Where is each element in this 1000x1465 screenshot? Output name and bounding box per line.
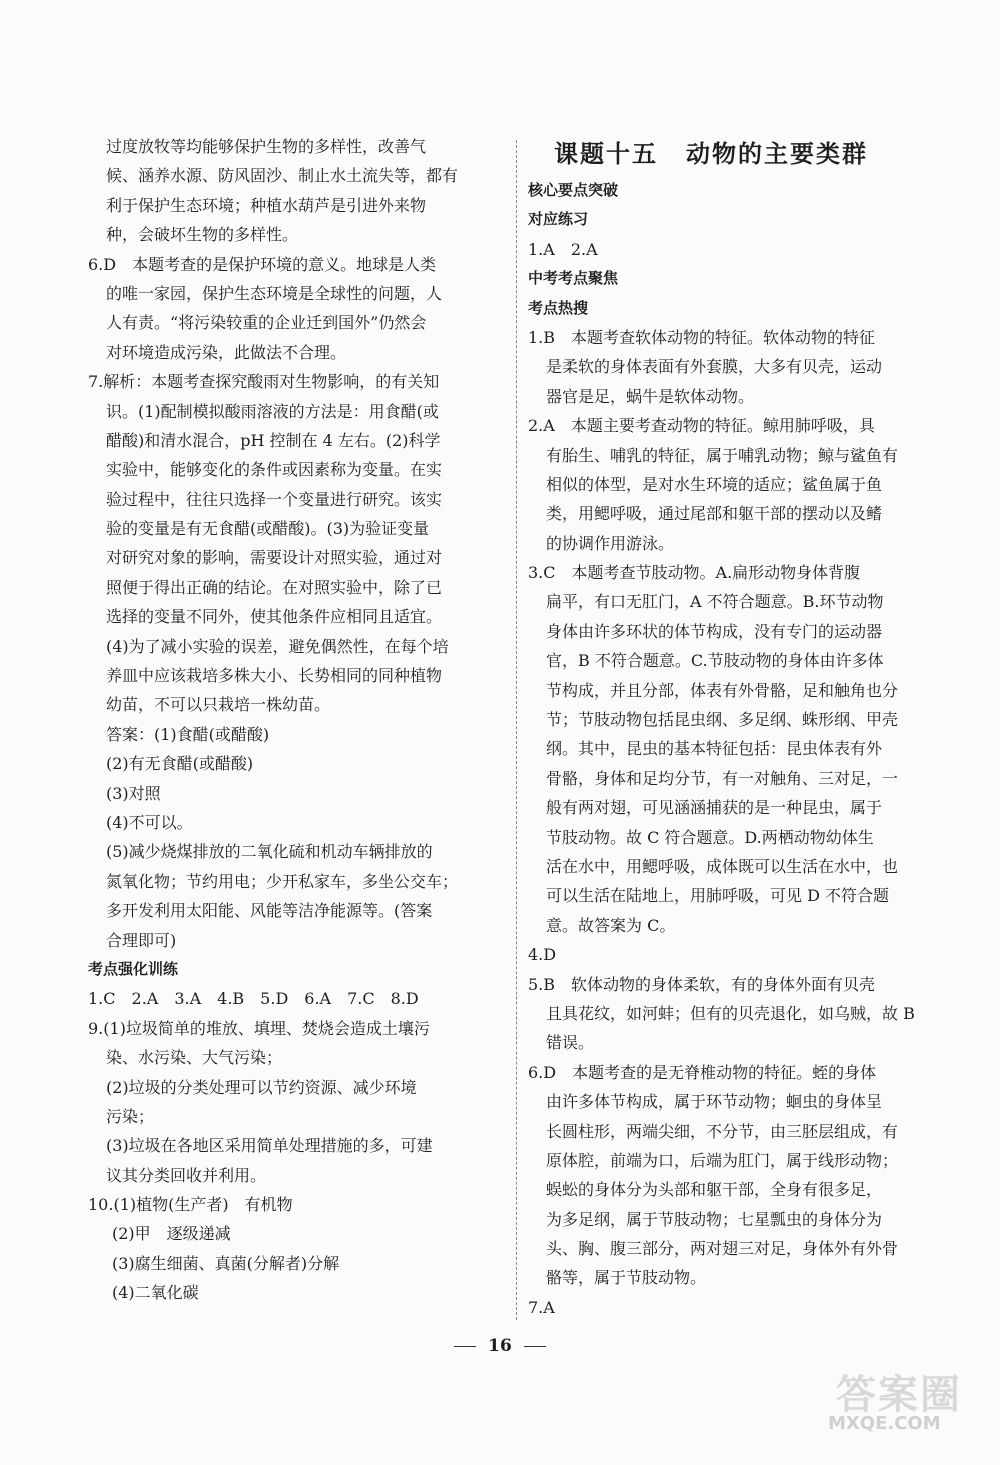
text-line: 污染； bbox=[106, 1106, 155, 1126]
text-line: 长圆柱形，两端尖细，不分节，由三胚层组成，有 bbox=[546, 1121, 899, 1141]
text-line: 醋酸)和清水混合，pH 控制在 4 左右。(2)科学 bbox=[106, 430, 441, 450]
lesson-title bbox=[528, 132, 940, 176]
text-line: 活在水中，用鳃呼吸，成体既可以生活在水中，也 bbox=[546, 856, 899, 876]
text-line: (4)二氧化碳 bbox=[112, 1283, 199, 1303]
text-line: 且具花纹，如河蚌；但有的贝壳退化，如乌贼，故 B bbox=[546, 1003, 915, 1023]
section-heading: 核心要点突破 bbox=[528, 181, 619, 199]
answer-2: 2.A 本题主要考查动物的特征。鲸用肺呼吸，具 bbox=[528, 416, 875, 436]
text-line: 原体腔，前端为口，后端为肛门，属于线形动物； bbox=[546, 1150, 899, 1170]
text-line: 候、涵养水源、防风固沙、制止水土流失等，都有 bbox=[106, 166, 459, 186]
answer-1: 1.B 本题考查软体动物的特征。软体动物的特征 bbox=[528, 327, 876, 347]
text-line: (2)甲 逐级递减 bbox=[112, 1224, 231, 1244]
text-line: 头、胸、腹三部分，两对翅三对足，身体外有外骨 bbox=[546, 1239, 899, 1259]
text-line: 验的变量是有无食醋(或醋酸)。(3)为验证变量 bbox=[106, 519, 430, 539]
section-heading: 对应练习 bbox=[528, 210, 589, 229]
text-line: (2)有无食醋(或醋酸) bbox=[106, 754, 254, 774]
column-divider bbox=[516, 140, 517, 1320]
text-line: 骼等，属于节肢动物。 bbox=[546, 1268, 707, 1288]
text-line: (3)腐生细菌、真菌(分解者)分解 bbox=[112, 1253, 340, 1273]
text-line: 可以生活在陆地上，用肺呼吸，可见 D 不符合题 bbox=[546, 886, 890, 906]
text-line: 相似的体型，是对水生环境的适应；鲨鱼属于鱼 bbox=[546, 474, 883, 494]
text-line: 是柔软的身体表面有外套膜，大多有贝壳，运动 bbox=[546, 357, 883, 377]
text-line: 的唯一家园，保护生态环境是全球性的问题，人 bbox=[106, 283, 443, 303]
answer-3: 3.C 本题考查节肢动物。A.扁形动物身体背腹 bbox=[528, 563, 861, 583]
text-line: 节肢动物。故 C 符合题意。D.两栖动物幼体生 bbox=[546, 827, 874, 847]
answer-4: 4.D bbox=[528, 945, 557, 965]
text-line: 般有两对翅，可见涵涵捕获的是一种昆虫，属于 bbox=[546, 798, 883, 818]
text-line: 氮氧化物；节约用电；少开私家车，多坐公交车； bbox=[106, 871, 459, 891]
text-line: 对环境造成污染，此做法不合理。 bbox=[106, 342, 347, 362]
text-line: 有胎生、哺乳的特征，属于哺乳动物；鲸与鲨鱼有 bbox=[546, 445, 899, 465]
text-line: 骨骼，身体和足均分节，有一对触角、三对足，一 bbox=[546, 768, 899, 788]
text-line: 人有责。“将污染较重的企业迁到国外”仍然会 bbox=[106, 313, 427, 333]
text-line: 官，B 不符合题意。C.节肢动物的身体由许多体 bbox=[546, 651, 884, 671]
watermark-url: MXQE.COM bbox=[828, 1413, 941, 1434]
text-line: 由许多体节构成，属于环节动物；蛔虫的身体呈 bbox=[546, 1092, 883, 1112]
text-line: 扁平，有口无肛门，A 不符合题意。B.环节动物 bbox=[546, 592, 884, 612]
text-line: 种，会破坏生物的多样性。 bbox=[106, 225, 299, 245]
text-line: 多开发利用太阳能、风能等洁净能源等。(答案 bbox=[106, 901, 433, 921]
answer-7: 7.A bbox=[528, 1297, 555, 1317]
text-line: 过度放牧等均能够保护生物的多样性，改善气 bbox=[106, 137, 427, 156]
answer-9: 9.(1)垃圾简单的堆放、填埋、焚烧会造成土壤污 bbox=[88, 1018, 430, 1038]
text-line: 养皿中应该栽培多株大小、长势相同的同种植物 bbox=[106, 666, 443, 686]
lesson-topic: 动物的主要类群 bbox=[686, 139, 868, 168]
answer-list: 1.A 2.A bbox=[528, 239, 598, 259]
watermark-cn: 答案圈 bbox=[836, 1372, 962, 1418]
text-line: 节构成，并且分部，体表有外骨骼，足和触角也分 bbox=[546, 680, 899, 700]
text-line: (3)对照 bbox=[106, 783, 161, 803]
text-line: (4)不可以。 bbox=[106, 812, 193, 832]
text-line: 错误。 bbox=[546, 1033, 595, 1053]
text-line: 身体由许多环状的体节构成，没有专门的运动器 bbox=[546, 621, 883, 641]
left-column bbox=[88, 132, 506, 1308]
text-line: 器官是足，蜗牛是软体动物。 bbox=[546, 386, 755, 406]
watermark-logo bbox=[822, 1363, 982, 1443]
text-line: 染、水污染、大气污染； bbox=[106, 1048, 283, 1068]
text-line: 照便于得出正确的结论。在对照实验中，除了已 bbox=[106, 577, 443, 597]
text-line: 识。(1)配制模拟酸雨溶液的方法是：用食醋(或 bbox=[106, 401, 439, 421]
text-line: 意。故答案为 C。 bbox=[546, 915, 676, 935]
answer-list: 1.C 2.A 3.A 4.B 5.D 6.A 7.C 8.D bbox=[88, 989, 419, 1009]
page-footer bbox=[0, 1336, 1000, 1356]
text-line: 类，用鳃呼吸，通过尾部和躯干部的摆动以及鳍 bbox=[546, 504, 883, 524]
text-line: 实验中，能够变化的条件或因素称为变量。在实 bbox=[106, 460, 443, 480]
section-heading: 中考考点聚焦 bbox=[528, 269, 619, 288]
text-line: 对研究对象的影响，需要设计对照实验，通过对 bbox=[106, 548, 443, 568]
answer-7: 7.解析：本题考查探究酸雨对生物影响，的有关知 bbox=[88, 372, 440, 392]
page-number: 16 bbox=[488, 1336, 512, 1356]
text-line: 利于保护生态环境；种植水葫芦是引进外来物 bbox=[106, 195, 427, 215]
section-heading: 考点强化训练 bbox=[88, 959, 179, 978]
text-line: 蜈蚣的身体分为头部和躯干部，全身有很多足， bbox=[546, 1180, 883, 1200]
text-line: 验过程中，往往只选择一个变量进行研究。该实 bbox=[106, 489, 443, 509]
text-line: (3)垃圾在各地区采用简单处理措施的多，可建 bbox=[106, 1136, 433, 1156]
lesson-number: 课题十五 bbox=[554, 139, 658, 168]
text-line: 合理即可) bbox=[106, 930, 177, 950]
answer-label-line: 答案：(1)食醋(或醋酸) bbox=[106, 724, 270, 744]
text-line: 纲。其中，昆虫的基本特征包括：昆虫体表有外 bbox=[546, 739, 883, 759]
text-line: (4)为了减小实验的误差，避免偶然性，在每个培 bbox=[106, 636, 449, 656]
answer-6: 6.D 本题考查的是无脊椎动物的特征。蛭的身体 bbox=[528, 1062, 877, 1082]
answer-10: 10.(1)植物(生产者) 有机物 bbox=[88, 1195, 293, 1215]
section-heading: 考点热搜 bbox=[528, 298, 589, 317]
right-column bbox=[528, 132, 940, 1322]
text-line: 节；节肢动物包括昆虫纲、多足纲、蛛形纲、甲壳 bbox=[546, 710, 899, 730]
answer-5: 5.B 软体动物的身体柔软，有的身体外面有贝壳 bbox=[528, 974, 876, 994]
text-line: 选择的变量不同外，使其他条件应相同且适宜。 bbox=[106, 607, 443, 627]
answer-6: 6.D 本题考查的是保护环境的意义。地球是人类 bbox=[88, 254, 437, 274]
footer-dash bbox=[524, 1346, 546, 1347]
text-line: 议其分类回收并利用。 bbox=[106, 1165, 267, 1185]
text-line: (5)减少烧煤排放的二氧化硫和机动车辆排放的 bbox=[106, 842, 433, 862]
text-line: 的协调作用游泳。 bbox=[546, 533, 675, 553]
text-line: (2)垃圾的分类处理可以节约资源、减少环境 bbox=[106, 1077, 417, 1097]
footer-dash bbox=[454, 1346, 476, 1347]
text-line: 幼苗，不可以只栽培一株幼苗。 bbox=[106, 695, 331, 715]
text-line: 为多足纲，属于节肢动物；七星瓢虫的身体分为 bbox=[546, 1209, 883, 1229]
